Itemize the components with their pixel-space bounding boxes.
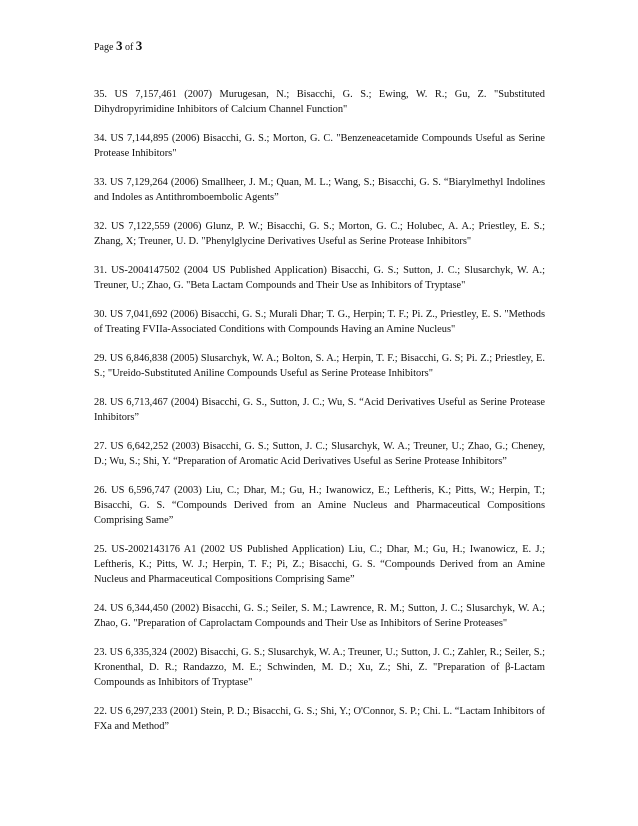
reference-item-25: 25. US-2002143176 A1 (2002 US Published Application) Liu, C.; Dhar, M.; Gu, H.; Iwanowicz, E. J.; Leftheris, K.; Pitts, W. J.; Herpin, T. F.; Pi, Z.; Bisacchi, G. S. “Compounds Derived from an Amine Nucleus and Pharmaceutical Compositions Comprising Same” [94,544,545,585]
reference-item-29: 29. US 6,846,838 (2005) Slusarchyk, W. A.; Bolton, S. A.; Herpin, T. F.; Bisacchi, G. S; Pi. Z.; Priestley, E. S.; "Ureido-Substituted Aniline Compounds Useful as Serine Protease Inhibitors" [94,353,545,379]
reference-item-27: 27. US 6,642,252 (2003) Bisacchi, G. S.; Sutton, J. C.; Slusarchyk, W. A.; Treuner, U.; Zhao, G.; Cheney, D.; Wu, S.; Shi, Y. “Preparation of Aromatic Acid Derivatives Useful as Serine Protease Inhibitors” [94,441,545,467]
current-page-number: 3 [115,38,123,53]
total-page-number: 3 [135,38,143,53]
of-label: of [124,42,134,53]
reference-item-35: 35. US 7,157,461 (2007) Murugesan, N.; Bisacchi, G. S.; Ewing, W. R.; Gu, Z. "Substituted Dihydropyrimidine Inhibitors of Calcium Channel Function" [94,89,545,115]
reference-item-33: 33. US 7,129,264 (2006) Smallheer, J. M.; Quan, M. L.; Wang, S.; Bisacchi, G. S. “Biarylmethyl Indolines and Indoles as Antithromboembolic Agents” [94,177,545,203]
reference-item-26: 26. US 6,596,747 (2003) Liu, C.; Dhar, M.; Gu, H.; Iwanowicz, E.; Leftheris, K.; Pitts, W.; Herpin, T.; Bisacchi, G. S. “Compounds Derived from an Amine Nucleus and Pharmaceutical Compositions Comprising Same” [94,485,545,526]
reference-item-31: 31. US-2004147502 (2004 US Published Application) Bisacchi, G. S.; Sutton, J. C.; Slusarchyk, W. A.; Treuner, U.; Zhao, G. "Beta Lactam Compounds and Their Use as Inhibitors of Tryptase" [94,265,545,291]
reference-item-22: 22. US 6,297,233 (2001) Stein, P. D.; Bisacchi, G. S.; Shi, Y.; O'Connor, S. P.; Chi. L. “Lactam Inhibitors of FXa and Method” [94,706,545,732]
reference-item-23: 23. US 6,335,324 (2002) Bisacchi, G. S.; Slusarchyk, W. A.; Treuner, U.; Sutton, J. C.; Zahler, R.; Seiler, S.; Kronenthal, D. R.; Randazzo, M. E.; Schwinden, M. D.; Xu, Z.; Shi, Z. "Preparation of β-Lactam Compounds as Inhibitors of Tryptase" [94,647,545,688]
page-header [94,40,142,54]
reference-item-34: 34. US 7,144,895 (2006) Bisacchi, G. S.; Morton, G. C. "Benzeneacetamide Compounds Useful as Serine Protease Inhibitors" [94,133,545,159]
reference-item-32: 32. US 7,122,559 (2006) Glunz, P. W.; Bisacchi, G. S.; Morton, G. C.; Holubec, A. A.; Priestley, E. S.; Zhang, X; Treuner, U. D. "Phenylglycine Derivatives Useful as Serine Protease Inhibitors" [94,221,545,247]
reference-list [94,87,545,748]
reference-item-28: 28. US 6,713,467 (2004) Bisacchi, G. S., Sutton, J. C.; Wu, S. “Acid Derivatives Useful as Serine Protease Inhibitors” [94,397,545,423]
reference-item-30: 30. US 7,041,692 (2006) Bisacchi, G. S.; Murali Dhar; T. G., Herpin; T. F.; Pi. Z., Priestley, E. S. "Methods of Treating FVIIa-Associated Conditions with Compounds Having an Amine Nucleus" [94,309,545,335]
page-label: Page [94,42,114,53]
reference-item-24: 24. US 6,344,450 (2002) Bisacchi, G. S.; Seiler, S. M.; Lawrence, R. M.; Sutton, J. C.; Slusarchyk, W. A.; Zhao, G. "Preparation of Caprolactam Compounds and Their Use as Inhibitors of Serine Proteases" [94,603,545,629]
